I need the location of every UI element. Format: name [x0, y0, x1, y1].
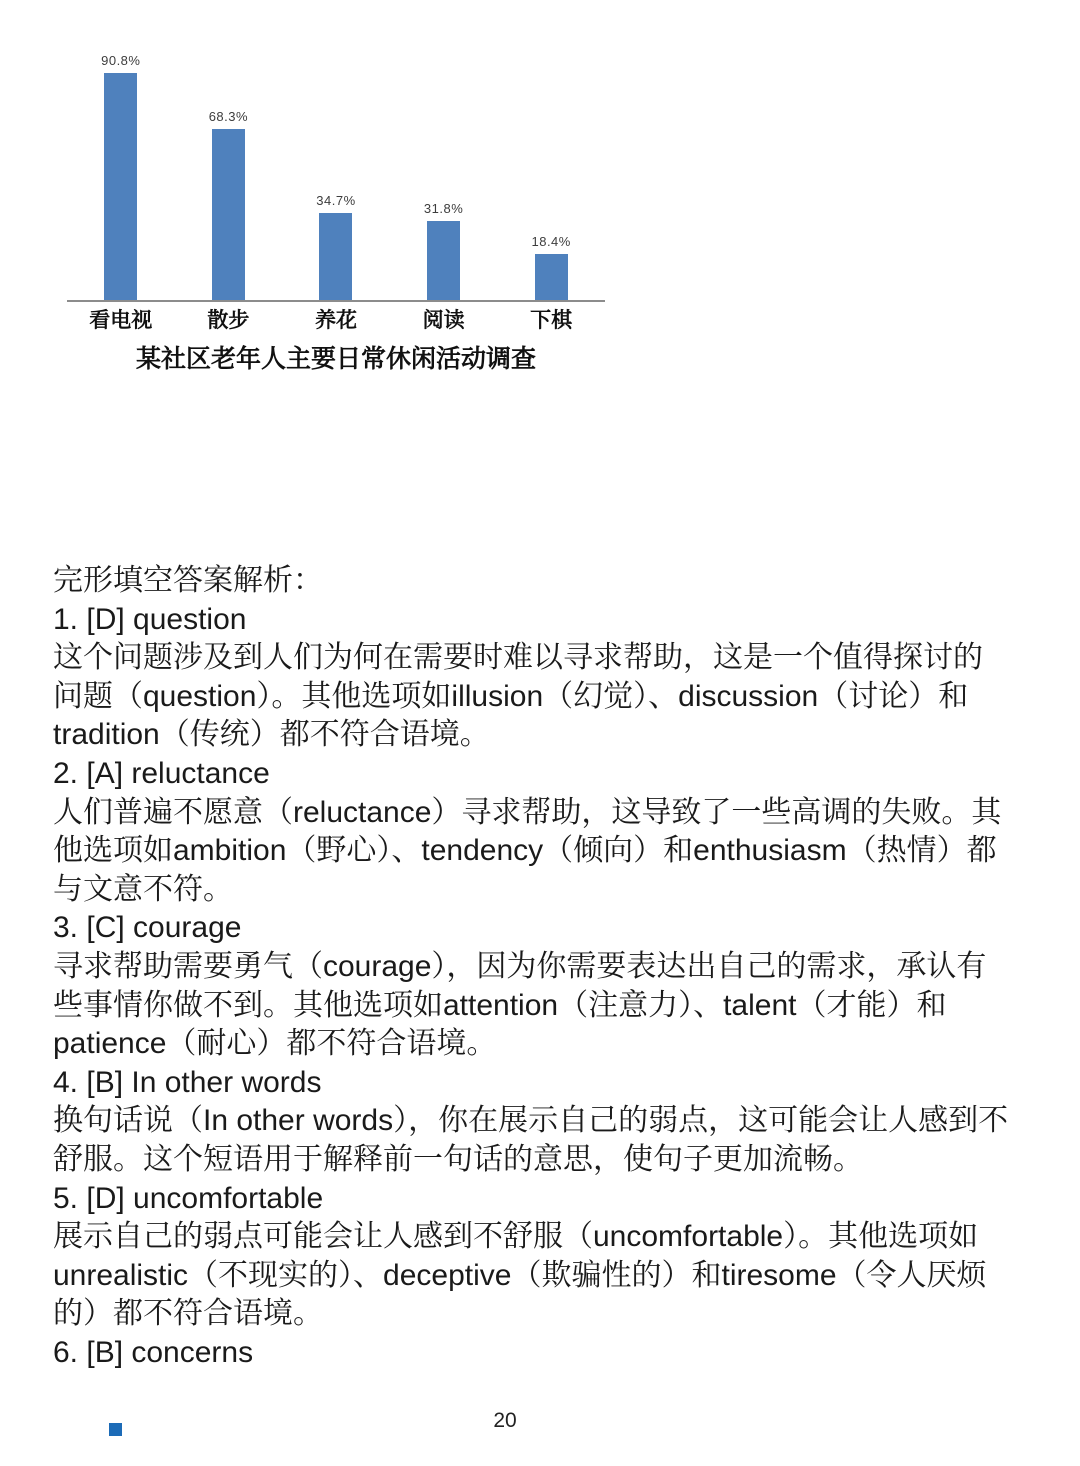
bar [427, 221, 460, 301]
category-label: 看电视 [89, 308, 153, 332]
bar-value-label: 68.3% [208, 109, 249, 125]
bar [535, 254, 568, 300]
chart-column [497, 48, 605, 300]
answer-line: 4. [B] In other words [53, 1065, 322, 1099]
answer-line: 6. [B] concerns [53, 1335, 254, 1369]
answer-line: 1. [D] question [53, 602, 247, 636]
answer-explanation: 寻求帮助需要勇气（courage），因为你需要表达出自己的需求，承认有些事情你做不到。其他选项如attention（注意力）、talent（才能）和patience（耐心）都不符合语境。 [53, 949, 987, 1061]
category-label: 养花 [314, 308, 357, 332]
answer-line: 2. [A] reluctance [53, 756, 270, 790]
bar [104, 73, 137, 300]
page-number: 20 [493, 1409, 517, 1432]
answer-explanation: 换句话说（In other words），你在展示自己的弱点，这可能会让人感到不舒服。这个短语用于解释前一句话的意思，使句子更加流畅。 [53, 1104, 1009, 1176]
chart-column [67, 48, 175, 300]
chart-title: 某社区老年人主要日常休闲活动调查 [135, 346, 536, 373]
bar [212, 129, 245, 300]
answer-explanation: 这个问题涉及到人们为何在需要时难以寻求帮助，这是一个值得探讨的问题（question）。其他选项如illusion（幻觉）、discussion（讨论）和tradition（传统）都不符合语境。 [53, 641, 983, 752]
answer-list [53, 601, 1010, 1373]
answer-analysis-section [53, 562, 1010, 1372]
chart-categories [67, 302, 605, 333]
bar-value-label: 31.8% [423, 200, 464, 216]
bar-value-label: 34.7% [316, 193, 356, 209]
chart-column [390, 48, 498, 300]
bar-value-label: 90.8% [101, 53, 141, 68]
category-label: 下棋 [530, 308, 573, 332]
chart-column [282, 48, 390, 300]
answer-line: 3. [C] courage [53, 911, 242, 945]
answer-explanation: 展示自己的弱点可能会让人感到不舒服（uncomfortable）。其他选项如unrealistic（不现实的）、deceptive（欺骗性的）和tiresome（令人厌烦的）都不符合语境。 [53, 1220, 987, 1331]
chart-plot [67, 48, 605, 302]
category-label: 散步 [207, 308, 250, 332]
bar [319, 213, 352, 300]
category-label: 阅读 [422, 308, 465, 332]
bar-value-label: 18.4% [531, 234, 571, 249]
answer-explanation: 人们普遍不愿意（reluctance）寻求帮助，这导致了一些高调的失败。其他选项如ambition（野心）、tendency（倾向）和enthusiasm（热情）都与文意不符。 [53, 795, 1002, 906]
leisure-activity-chart [67, 48, 605, 375]
section-heading: 完形填空答案解析： [53, 564, 323, 597]
answer-line: 5. [D] uncomfortable [53, 1181, 324, 1215]
chart-column [175, 48, 283, 300]
